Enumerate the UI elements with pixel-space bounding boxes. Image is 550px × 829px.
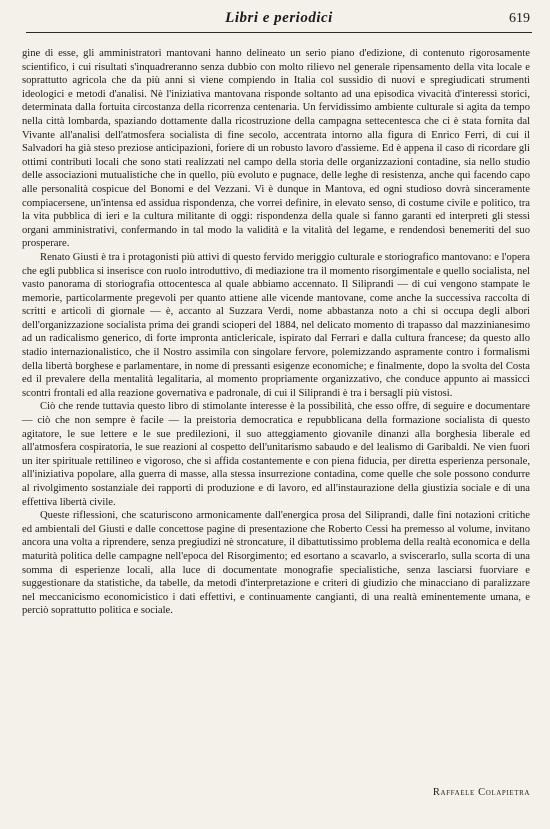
page-number: 619 <box>509 11 530 26</box>
running-header <box>26 10 532 33</box>
section-title: Libri e periodici <box>225 10 333 26</box>
paragraph-2: Renato Giusti è tra i protagonisti più attivi di questo fervido meriggio culturale e storiografico mantovano: e l'opera che egli pubblica si inserisce con ruolo introduttivo, di mediazione tra il momento risorgimentale e quello socialista, nel vasto panorama di storiografia ottocentesca al quale abbiamo accennato. Il Siliprandi — di cui vengono stampate le memorie, particolarmente pregevoli per quanto attiene alle vicende mantovane, come anche la successiva raccolta di scritti e articoli di giornale — è, accanto al Suzzara Verdi, nome abbastanza noto a chi si occupa degli albori dell'organizzazione socialista prima dei grandi scioperi del 1884, nel delicato momento di trapasso dal mazzinianesimo ad un radicalismo generico, di forte impronta anticlericale, ispirato dal Ferrari e dalla cultura francese; da questo allo stadio internazionalistico, che il Nostro assimila con singolare fervore, polemizzando aspramente contro i formalismi della libertà borghese e parlamentare, in nome di pressanti esigenze economiche; e finalmente, dopo la svolta del Costa ed il prevalere della mentalità legalitaria, al momento propriamente organizzativo, che conduce appunto ai massicci scontri frontali ed alla reazione governativa e padronale, di cui il Siliprandi è tra i bersagli più vistosi. <box>22 251 530 399</box>
paragraph-3: Ciò che rende tuttavia questo libro di stimolante interesse è la possibilità, che esso offre, di seguire e documentare — ciò che non sempre è facile — la preistoria democratica e repubblicana della formazione socialista di questo agitatore, le sue lettere e le sue predilezioni, il suo atteggiamento giovanile dinanzi alla borghesia liberale ed all'atmosfera cospiratoria, le sue reazioni al cospetto dell'unitarismo sabaudo e del lealismo di Garibaldi. Ne vien fuori un iter spirituale rettilineo e vigoroso, che si affida costantemente e con piena fiducia, per diretta esperienza personale, all'iniziativa popolare, alla guerra di masse, alla stessa insurrezione contadina, come quelle che sole possono condurre al rivolgimento sostanziale dei rapporti di produzione e di lavoro, ed all'instaurazione della giustizia sociale e di una effettiva libertà civile. <box>22 401 530 508</box>
article-body <box>22 47 530 618</box>
paragraph-4: Queste riflessioni, che scaturiscono armonicamente dall'energica prosa del Siliprandi, dalle fini notazioni critiche ed ambientali del Giusti e dalle concettose pagine di presentazione che Roberto Cessi ha premesso al volume, invitano ancora una volta a riprendere, senza pregiudizi nè stroncature, il dibattutissimo problema della realtà economica e della maturità politica delle campagne nell'epoca del Risorgimento; ed esortano a scavarlo, a sviscerarlo, sulla scorta di una somma di esperienze locali, alla luce di documentate monografie specialistiche, senza lasciarsi fuorviare e suggestionare da statistiche, da tabelle, da metodi d'interpretazione e criteri di giudizio che minacciano di paralizzare nel meccanicismo economicistico i dati effettivi, e continuamente cangianti, di una realtà eminentemente umana, e perciò soprattutto politica e sociale. <box>22 510 530 617</box>
paragraph-1: gine di esse, gli amministratori mantovani hanno delineato un serio piano d'edizione, di contenuto rigorosamente scientifico, i cui risultati s'inquadreranno senza dubbio con molto rilievo nel generale ripensamento della vita locale e soprattutto agricola che da più anni si viene compiendo in Italia col sussidio di nuovi e spregiudicati strumenti ideologici e metodi d'analisi. Nè l'iniziativa mantovana risponde soltanto ad una episodica vivacità d'interessi storici, determinata dalla fortuita circostanza della ricorrenza centenaria. Un fervidissimo ambiente culturale si agita da tempo nella città lombarda, spaziando dottamente dalla ricostruzione della campagna settecentesca che ci è stata fornita dal Vivante all'analisi dell'atmosfera socialista di fine secolo, accentrata intorno alla figura di Enrico Ferri, di cui il Salvadori ha già steso preziose anticipazioni, foriere di un robusto lavoro d'assieme. Ed è appena il caso di ricordare gli ottimi contributi locali che sono stati realizzati nel campo della storia delle organizzazioni contadine, sia nello studio delle associazioni mutualistiche che in quello, più evoluto e pugnace, delle leghe di resistenza, anche qui facendo capo alle personalità cospicue del Bonomi e del Vezzani. Vi è dunque in Mantova, ed ogni studioso dovrà sinceramente compiacersene, un'intensa ed assidua rispondenza, che vorrei definire, in elevato senso, di costume civile e politico, tra la vita pubblica di ieri e la cultura militante di oggi: rispondenza della quale si fanno garanti ed interpreti gli stessi organi amministrativi, confermando in tal modo la validità e la vitalità del legame, e rendendosi benemeriti del suo prosperare. <box>22 48 530 250</box>
author-signature: Raffaele Colapietra <box>432 787 530 798</box>
